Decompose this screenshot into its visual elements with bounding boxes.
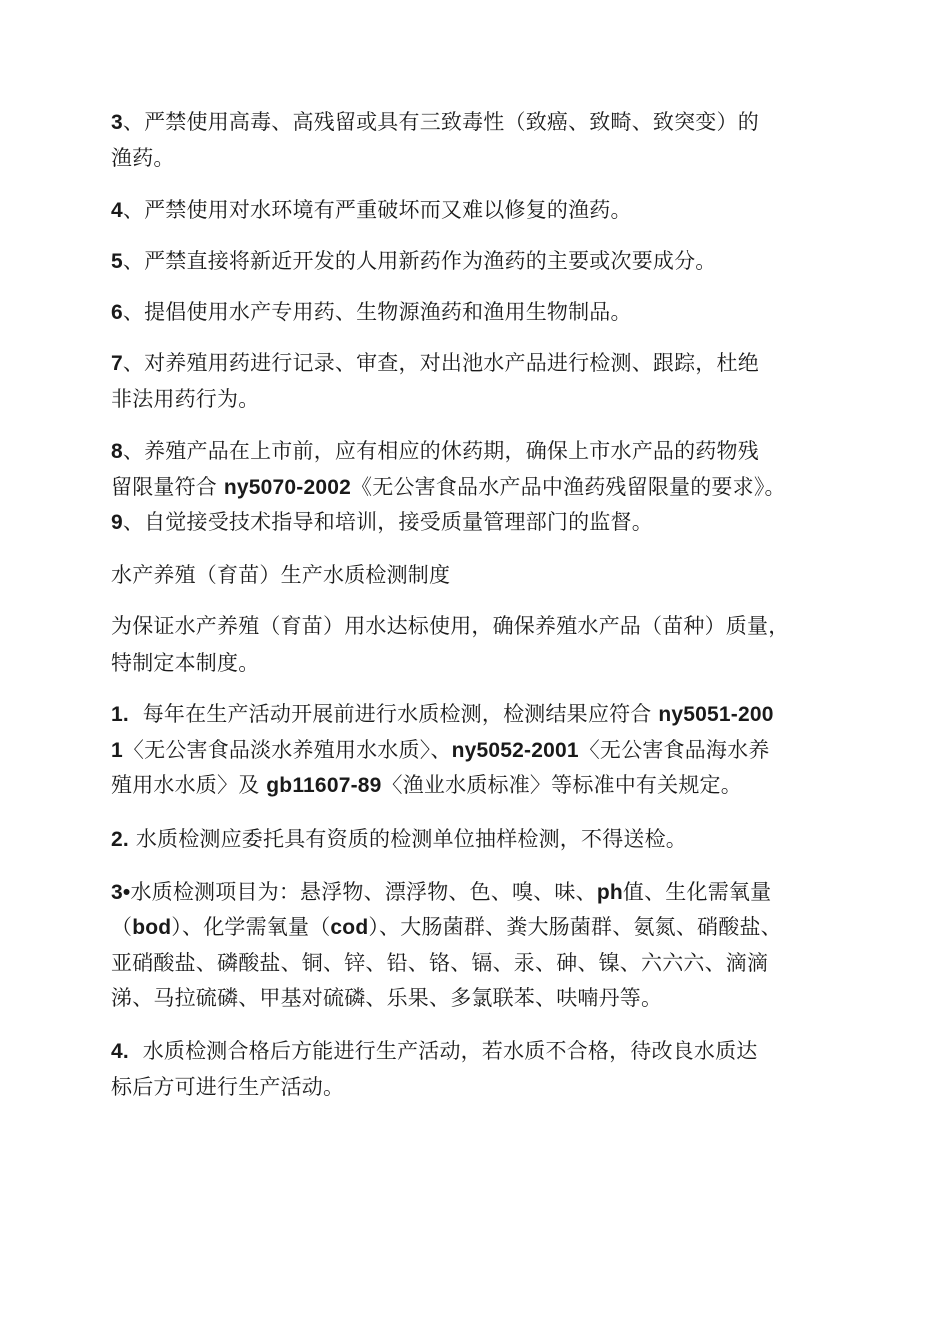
item-3-line-1 (111, 109, 759, 136)
intro-line-2: 特制定本制度。 (111, 651, 260, 675)
rule-text: 〈渔业水质标准〉等标准中有关规定。 (381, 773, 742, 797)
rule-number: 2. (111, 828, 129, 851)
parameter-code: ph (596, 881, 623, 904)
rule-3-line-2 (111, 914, 782, 941)
item-4 (111, 197, 632, 224)
rule-3-line-1 (111, 879, 771, 906)
item-5 (111, 248, 717, 275)
standard-code: ny5051-200 (658, 703, 774, 726)
rule-text: ）、大肠菌群、粪大肠菌群、氨氮、硝酸盐、 (368, 915, 782, 939)
item-7-line-2: 非法用药行为。 (111, 387, 260, 411)
item-text: 《无公害食品水产品中渔药残留限量的要求》。 (351, 475, 786, 499)
rule-text: 〈无公害食品淡水养殖用水水质〉、 (122, 738, 452, 762)
item-text: 、提倡使用水产专用药、生物源渔药和渔用生物制品。 (122, 300, 632, 324)
item-8-line-2 (111, 474, 786, 501)
item-text: 、养殖产品在上市前，应有相应的休药期，确保上市水产品的药物残 (122, 439, 759, 463)
item-number: 7 (111, 352, 123, 375)
standard-code: ny5052-2001 (451, 739, 579, 762)
rule-1-line-2 (111, 737, 770, 764)
standard-code: 1 (111, 739, 123, 762)
item-9 (111, 509, 653, 536)
section-heading: 水产养殖（育苗）生产水质检测制度 (111, 563, 451, 587)
intro-line-1: 为保证水产养殖（育苗）用水达标使用，确保养殖水产品（苗种）质量， (111, 614, 790, 638)
item-number: 9 (111, 511, 123, 534)
item-number: 5 (111, 250, 123, 273)
rule-text: 殖用水水质〉及 (111, 773, 267, 797)
standard-code: gb11607-89 (266, 774, 382, 797)
item-text: 、严禁直接将新近开发的人用新药作为渔药的主要或次要成分。 (122, 249, 717, 273)
item-text: 、严禁使用高毒、高残留或具有三致毒性（致癌、致畸、致突变）的 (122, 110, 759, 134)
rule-3-line-4: 涕、马拉硫磷、甲基对硫磷、乐果、多氯联苯、呋喃丹等。 (111, 986, 663, 1010)
item-number: 6 (111, 301, 123, 324)
item-text: 留限量符合 (111, 475, 224, 499)
item-number: 4 (111, 199, 123, 222)
rule-3-line-3: 亚硝酸盐、磷酸盐、铜、锌、铅、铬、镉、汞、砷、镍、六六六、滴滴 (111, 951, 769, 975)
rule-2 (111, 826, 687, 853)
rule-text: 每年在生产活动开展前进行水质检测，检测结果应符合 (142, 702, 659, 726)
rule-4-line-1 (111, 1038, 758, 1065)
item-8-line-1 (111, 438, 759, 465)
standard-code: ny5070-2002 (223, 476, 352, 499)
rule-1-line-3 (111, 772, 742, 799)
rule-text: ）、化学需氧量（ (171, 915, 331, 939)
item-text: 、对养殖用药进行记录、审查，对出池水产品进行检测、跟踪，杜绝 (122, 351, 759, 375)
rule-number: 1. (111, 703, 129, 726)
rule-text: 水质检测合格后方能进行生产活动，若水质不合格，待改良水质达 (142, 1039, 758, 1063)
item-text: 、自觉接受技术指导和培训，接受质量管理部门的监督。 (122, 510, 653, 534)
rule-text: 〈无公害食品海水养 (578, 738, 770, 762)
rule-text: 水质检测项目为：悬浮物、漂浮物、色、嗅、味、 (130, 880, 597, 904)
rule-text: 值、生化需氧量 (622, 880, 772, 904)
rule-text: 水质检测应委托具有资质的检测单位抽样检测，不得送检。 (135, 827, 688, 851)
rule-text: （ (111, 915, 133, 939)
item-number: 3 (111, 111, 123, 134)
parameter-code: bod (132, 916, 172, 939)
rule-1-line-1 (111, 701, 774, 728)
rule-number: 3• (111, 881, 131, 904)
parameter-code: cod (330, 916, 369, 939)
item-text: 、严禁使用对水环境有严重破坏而又难以修复的渔药。 (122, 198, 632, 222)
item-number: 8 (111, 440, 123, 463)
item-7-line-1 (111, 350, 759, 377)
item-6 (111, 299, 632, 326)
item-3-line-2: 渔药。 (111, 146, 175, 170)
rule-number: 4. (111, 1040, 129, 1063)
rule-4-line-2: 标后方可进行生产活动。 (111, 1075, 345, 1099)
